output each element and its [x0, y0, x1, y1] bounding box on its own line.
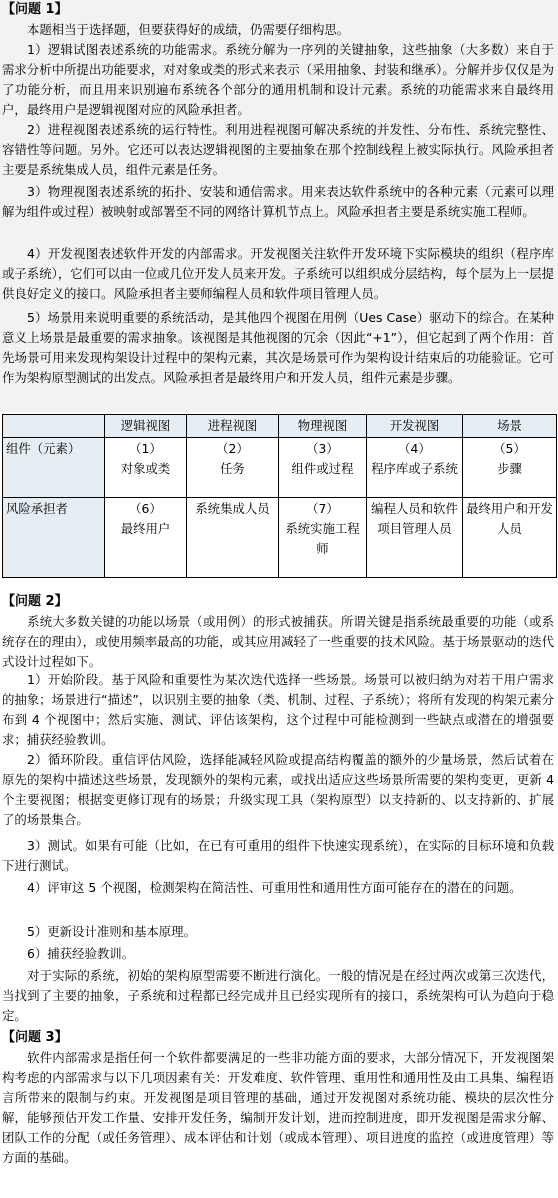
q3-paragraph-internal-requirements: [2, 1048, 554, 1168]
table-cell: （6） 最终用户: [105, 498, 187, 578]
q2-paragraph-inception-text: 1）开始阶段。基于风险和重要性为某次迭代选择一些场景。场景可以被归纳为对若干用户需求的抽象；场景进行“描述”，以识别主要的抽象（类、机制、过程、子系统）；将所有发现的构架元素分布到 4 个视图中；然后实施、测试、评估该架构，这个过程中可能检测到一些缺点或潜在的增强要求；捕获经验教训。: [2, 672, 554, 747]
q2-paragraph-lessons-text: 6）捕获经验教训。: [27, 946, 135, 961]
table-row-label-component: 组件（元素）: [3, 438, 105, 498]
q1-paragraph-intro-text: 本题相当于选择题，但要获得好的成绩，仍需要仔细构思。: [27, 22, 350, 37]
q1-paragraph-process-view-text: 2）进程视图表述系统的运行特性。利用进程视图可解决系统的并发性、分布性、系统完整性、容错性等问题。另外。它还可以表达逻辑视图的主要抽象在那个控制线程上被实际执行。风险承担者主要是系统集成人员，组件元素是任务。: [2, 122, 554, 177]
q2-paragraph-conclusion: [2, 966, 554, 1026]
q2-paragraph-conclusion-text: 对于实际的系统，初始的架构原型需要不断进行演化。一般的情况是在经过两次或第三次迭代，当找到了主要的抽象，子系统和过程都已经完成并且已经实现所有的接口，系统架构可认为趋向于稳定。: [2, 968, 554, 1023]
table-cell: （2） 任务: [187, 438, 279, 498]
q1-paragraph-physical-view-text: 3）物理视图表述系统的拓扑、安装和通信需求。用来表达软件系统中的各种元素（元素可以理解为组件或过程）被映射或部署至不同的网络计算机节点上。风险承担者主要是系统实施工程师。: [2, 184, 554, 219]
q2-paragraph-update-guidelines: [2, 922, 554, 942]
q2-paragraph-review-text: 4）评审这 5 个视图，检测架构在简洁性、可重用性和通用性方面可能存在的潜在的问题。: [27, 880, 522, 895]
q2-paragraph-lessons: [2, 944, 554, 964]
q1-paragraph-logical-view-text: 1）逻辑试图表述系统的功能需求。系统分解为一序列的关键抽象，这些抽象（大多数）来自于需求分析中所提出功能要求，对对象或类的形式来表示（采用抽象、封装和继承）。分解并步仅仅是为了功能分析，而且用来识别遍布系统各个部分的通用机制和设计元素。系统的功能需求来自最终用户，最终用户是逻辑视图对应的风险承担者。: [2, 42, 554, 117]
q2-paragraph-inception: [2, 670, 554, 750]
q2-paragraph-review: [2, 878, 554, 898]
table-header-logical-view: 逻辑视图: [105, 415, 187, 438]
table-cell: （4） 程序库或子系统: [367, 438, 463, 498]
q2-paragraph-testing: [2, 836, 554, 876]
q1-paragraph-physical-view: [2, 182, 554, 222]
q2-paragraph-testing-text: 3）测试。如果有可能（比如，在已有可重用的组件下快速实现系统），在实际的目标环境和负载下进行测试。: [2, 838, 554, 873]
q2-paragraph-update-guidelines-text: 5）更新设计准则和基本原理。: [27, 924, 196, 939]
table-row-label-stakeholder: 风险承担者: [3, 498, 105, 578]
table-header-development-view: 开发视图: [367, 415, 463, 438]
q1-paragraph-development-view-text: 4）开发视图表述软件开发的内部需求。开发视图关注软件开发环境下实际模块的组织（程序库或子系统），它们可以由一位或几位开发人员来开发。子系统可以组织成分层结构，每个层为上一层提供良好定义的接口。风险承担者主要师编程人员和软件项目管理人员。: [2, 246, 554, 301]
table-cell: 系统集成人员: [187, 498, 279, 578]
table-header-process-view: 进程视图: [187, 415, 279, 438]
question-3-title: 【问题 3】: [2, 1030, 68, 1045]
table-header-physical-view: 物理视图: [279, 415, 367, 438]
q1-paragraph-intro: [2, 20, 554, 40]
q2-paragraph-iteration: [2, 750, 554, 830]
q1-paragraph-development-view: [2, 244, 554, 304]
q1-paragraph-process-view: [2, 120, 554, 180]
q2-paragraph-iteration-text: 2）循环阶段。重信评估风险，选择能减轻风险或提高结构覆盖的额外的少量场景，然后试着在原先的架构中描述这些场景，发现额外的架构元素，或找出适应这些场景所需要的架构变更，更新 4 个主要视图；根据变更修订现有的场景；升级实现工具（架构原型）以支持新的、以支持新的、扩展了的场景集合。: [2, 752, 554, 827]
view-role-table: [2, 414, 557, 578]
question-1-title: 【问题 1】: [2, 2, 68, 17]
q1-paragraph-logical-view: [2, 40, 554, 120]
question-2-title: 【问题 2】: [2, 594, 68, 609]
table-cell: 最终用户和开发人员: [463, 498, 557, 578]
q2-paragraph-intro: [2, 612, 554, 672]
table-cell: 编程人员和软件项目管理人员: [367, 498, 463, 578]
q3-paragraph-internal-requirements-text: 软件内部需求是指任何一个软件都要满足的一些非功能方面的要求，大部分情况下，开发视图架构考虑的内部需求与以下几项因素有关：开发难度、软件管理、重用性和通用性及由工具集、编程语言所带来的限制与约束。开发视图是项目管理的基础，通过开发视图对系统功能、模块的层次性分解，能够预估开发工作量、安排开发任务，编制开发计划，进而控制进度，即开发视图是需求分解、团队工作的分配（或任务管理）、成本评估和计划（或成本管理）、项目进度的监控（或进度管理）等方面的基础。: [2, 1050, 554, 1165]
table-cell: （7） 系统实施工程师: [279, 498, 367, 578]
table-row-component: [3, 438, 557, 498]
q1-paragraph-scenario: [2, 308, 554, 388]
table-row-stakeholder: [3, 498, 557, 578]
table-cell: （1） 对象或类: [105, 438, 187, 498]
table-header-scenario: 场景: [463, 415, 557, 438]
table-header-row: [3, 415, 557, 438]
q2-paragraph-intro-text: 系统大多数关键的功能以场景（或用例）的形式被捕获。所谓关键是指系统最重要的功能（或系统存在的理由），或使用频率最高的功能，或其应用减轻了一些重要的技术风险。基于场景驱动的迭代式设计过程如下。: [2, 614, 554, 669]
table-cell: （3） 组件或过程: [279, 438, 367, 498]
table-header-corner: [3, 415, 105, 438]
table-cell: （5） 步骤: [463, 438, 557, 498]
q1-paragraph-scenario-text: 5）场景用来说明重要的系统活动，是其他四个视图在用例（Ues Case）驱动下的综合。在某种意义上场景是最重要的需求抽象。该视图是其他视图的冗余（因此“+1”），但它起到了两个作用：首先场景可用来发现构架设计过程中的架构元素，其次是场景可作为架构设计结束后的功能验证。它可作为架构原型测试的出发点。风险承担者是最终用户和开发人员，组件元素是步骤。: [2, 310, 554, 385]
